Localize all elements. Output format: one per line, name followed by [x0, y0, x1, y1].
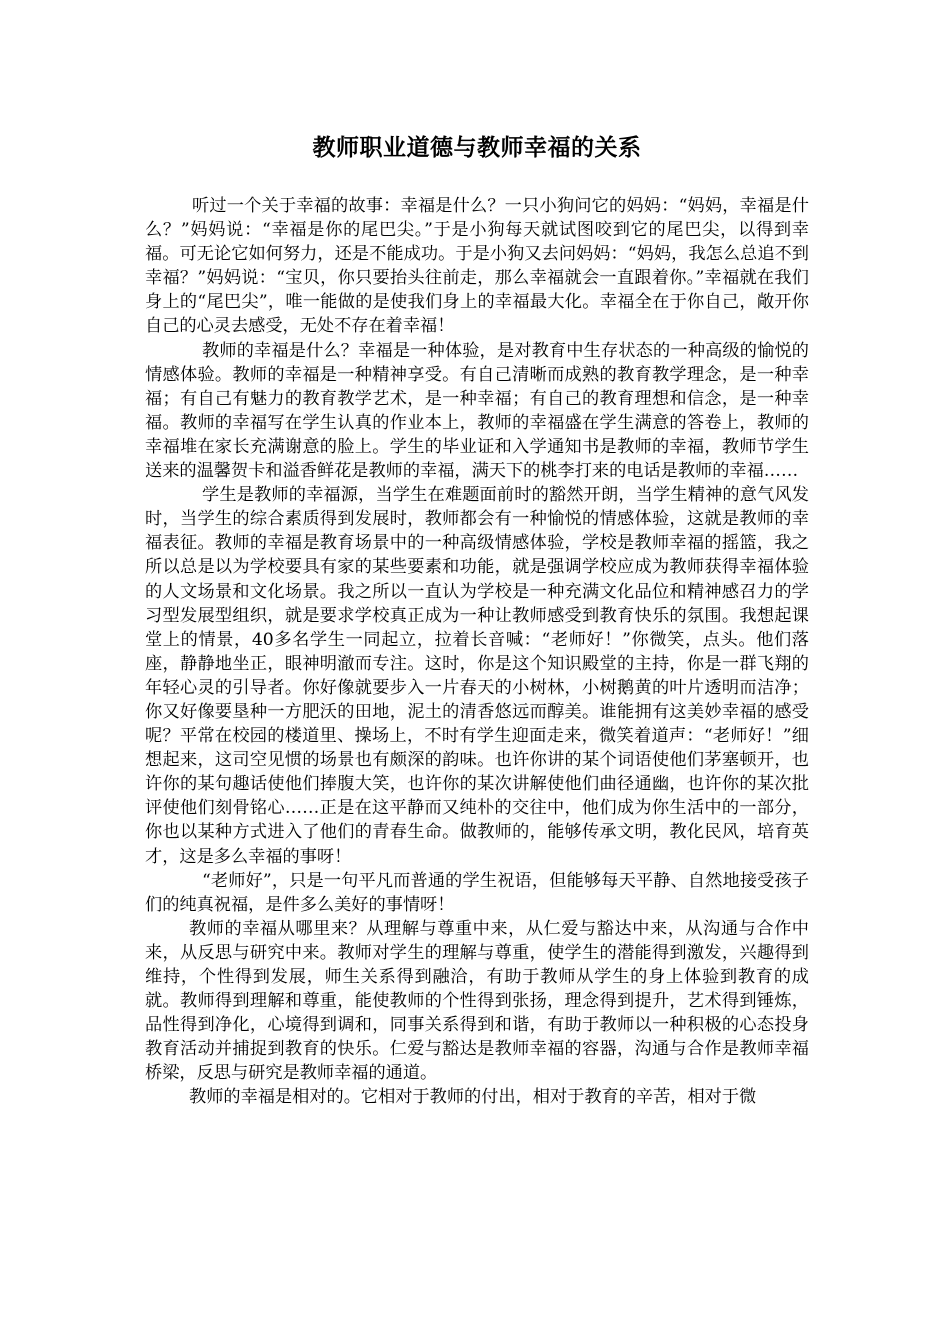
- paragraph-what-is-happiness: 教师的幸福是什么？幸福是一种体验，是对教育中生存状态的一种高级的愉悦的情感体验。教师的幸福是一种精神享受。有自己清晰而成熟的教育教学理念，是一种幸福；有自己有魅力的教育教学艺术，是一种幸福；有自己的教育理想和信念，是一种幸福。教师的幸福写在学生认真的作业本上，教师的幸福盛在学生满意的答卷上，教师的幸福堆在家长充满谢意的脸上。学生的毕业证和入学通知书是教师的幸福，教师节学生送来的温馨贺卡和溢香鲜花是教师的幸福，满天下的桃李打来的电话是教师的幸福……: [145, 340, 809, 482]
- paragraph-students-source: 学生是教师的幸福源，当学生在难题面前时的豁然开朗，当学生精神的意气风发时，当学生的综合素质得到发展时，教师都会有一种愉悦的情感体验，这就是教师的幸福表征。教师的幸福是教育场景中的一种高级情感体验，学校是教师幸福的摇篮，我之所以总是以为学校要具有家的某些要素和功能，就是强调学校应成为教师获得幸福体验的人文场景和文化场景。我之所以一直认为学校是一种充满文化品位和精神感召力的学习型发展型组织，就是要求学校真正成为一种让教师感受到教育快乐的氛围。我想起课堂上的情景，40多名学生一同起立，拉着长音喊：“老师好！”你微笑，点头。他们落座，静静地坐正，眼神明澈而专注。这时，你是这个知识殿堂的主持，你是一群飞翔的年轻心灵的引导者。你好像就要步入一片春天的小树林，小树鹅黄的叶片透明而洁净；你又好像要垦种一方肥沃的田地，泥土的清香悠远而醇美。谁能拥有这美妙幸福的感受呢？平常在校园的楼道里、操场上，不时有学生迎面走来，微笑着道声：“老师好！”细想起来，这司空见惯的场景也有颇深的韵味。也许你讲的某个词语使他们茅塞顿开，也许你的某句趣话使他们捧腹大笑，也许你的某次讲解使他们曲径通幽，也许你的某次批评使他们刻骨铭心……正是在这平静而又纯朴的交往中，他们成为你生活中的一部分，你也以某种方式进入了他们的青春生命。做教师的，能够传承文明，教化民风，培育英才，这是多么幸福的事呀！: [145, 485, 809, 867]
- paragraph-where-from: 教师的幸福从哪里来？从理解与尊重中来，从仁爱与豁达中来，从沟通与合作中来，从反思与研究中来。教师对学生的理解与尊重，使学生的潜能得到激发，兴趣得到维持，个性得到发展，师生关系得到融洽，有助于教师从学生的身上体验到教育的成就。教师得到理解和尊重，能使教师的个性得到张扬，理念得到提升，艺术得到锤炼，品性得到净化，心境得到调和，同事关系得到和谐，有助于教师以一种积极的心态投身教育活动并捕捉到教育的快乐。仁爱与豁达是教师幸福的容器，沟通与合作是教师幸福桥梁，反思与研究是教师幸福的通道。: [145, 918, 809, 1084]
- paragraph-relative: 教师的幸福是相对的。它相对于教师的付出，相对于教育的辛苦，相对于微: [189, 1087, 757, 1108]
- document-page: [145, 128, 809, 1110]
- document-title: 教师职业道德与教师幸福的关系: [312, 135, 642, 161]
- paragraph-greeting: “老师好”，只是一句平凡而普通的学生祝语，但能够每天平静、自然地接受孩子们的纯真祝福，是件多么美好的事情呀！: [145, 870, 809, 915]
- paragraph-story: 听过一个关于幸福的故事：幸福是什么？一只小狗问它的妈妈：“妈妈，幸福是什么？”妈妈说：“幸福是你的尾巴尖。”于是小狗每天就试图咬到它的尾巴尖，以得到幸福。可无论它如何努力，还是不能成功。于是小狗又去问妈妈：“妈妈，我怎么总追不到幸福？”妈妈说：“宝贝，你只要抬头往前走，那么幸福就会一直跟着你。”幸福就在我们身上的“尾巴尖”，唯一能做的是使我们身上的幸福最大化。幸福全在于你自己，敞开你自己的心灵去感受，无处不存在着幸福！: [145, 196, 809, 337]
